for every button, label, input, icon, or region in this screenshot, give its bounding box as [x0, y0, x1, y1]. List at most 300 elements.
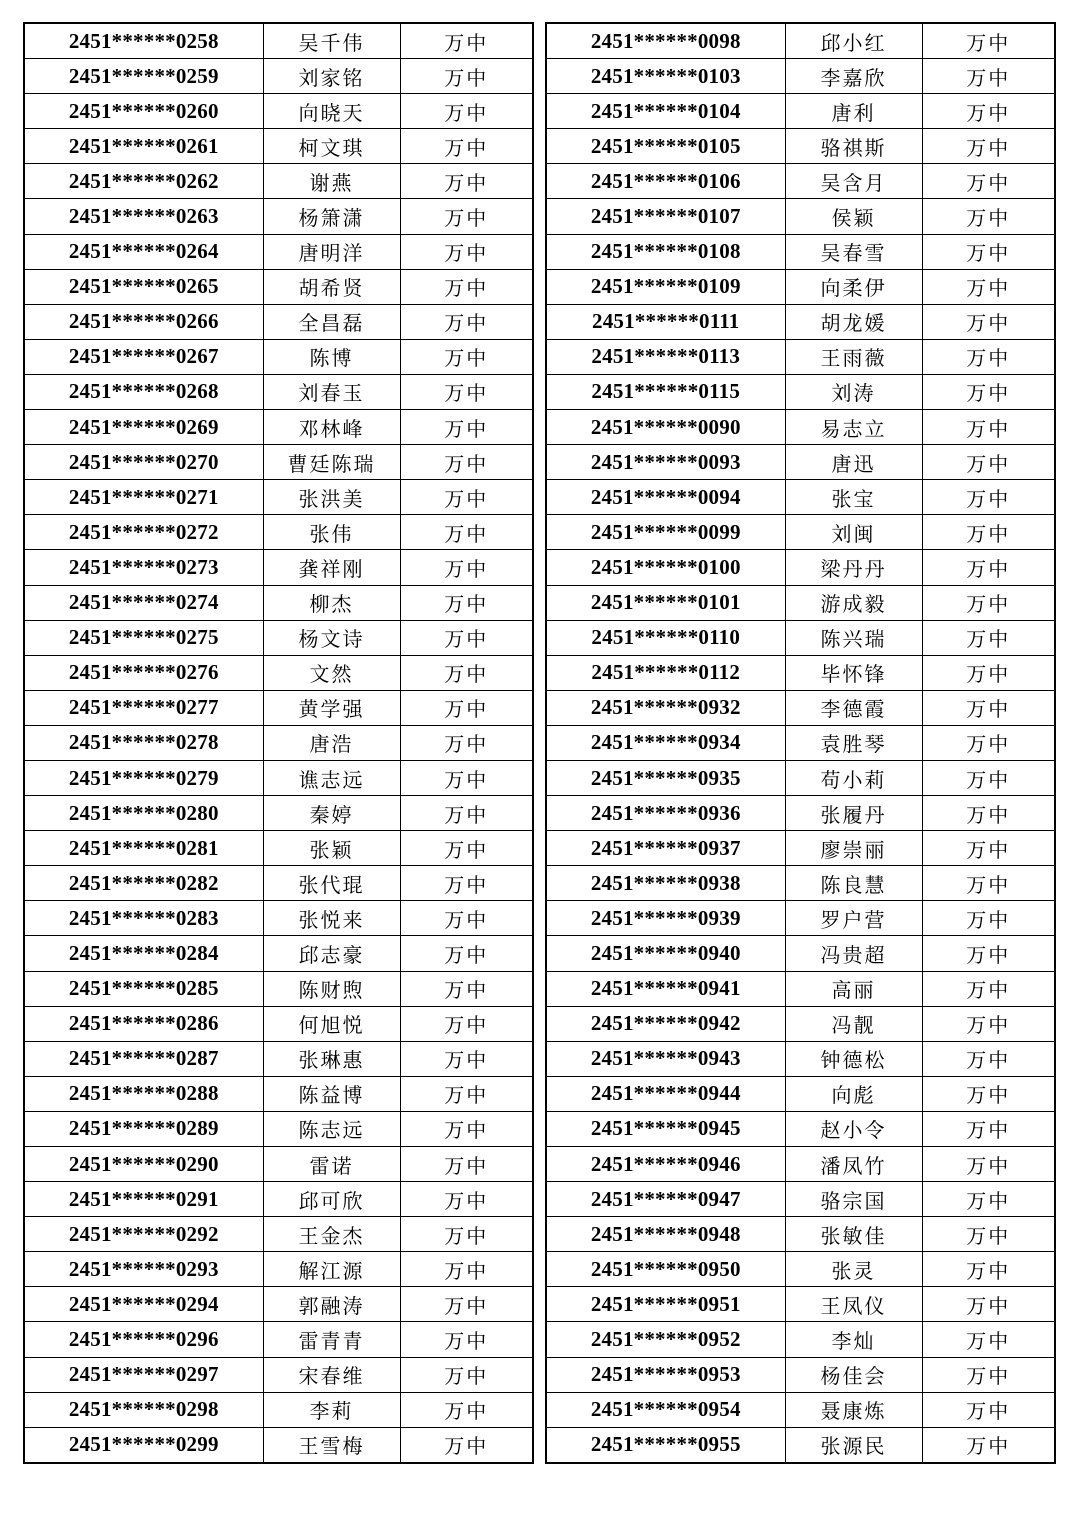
student-id-cell: 2451******0935 [546, 760, 785, 795]
student-id-cell: 2451******0292 [24, 1217, 263, 1252]
table-row [546, 410, 1055, 445]
student-name-cell: 游成毅 [785, 585, 922, 620]
table-row [546, 59, 1055, 94]
student-name-cell: 曹廷陈瑞 [263, 445, 400, 480]
student-id-cell: 2451******0265 [24, 269, 263, 304]
school-cell: 万中 [400, 129, 533, 164]
school-cell: 万中 [400, 620, 533, 655]
school-cell: 万中 [922, 129, 1055, 164]
student-id-cell: 2451******0932 [546, 690, 785, 725]
table-row [24, 410, 533, 445]
school-cell: 万中 [922, 304, 1055, 339]
student-id-cell: 2451******0945 [546, 1111, 785, 1146]
table-row [546, 199, 1055, 234]
school-cell: 万中 [400, 1111, 533, 1146]
table-row [24, 94, 533, 129]
student-id-cell: 2451******0293 [24, 1252, 263, 1287]
student-id-cell: 2451******0104 [546, 94, 785, 129]
school-cell: 万中 [400, 269, 533, 304]
school-cell: 万中 [922, 620, 1055, 655]
student-id-cell: 2451******0111 [546, 304, 785, 339]
table-row [546, 1357, 1055, 1392]
student-name-cell: 邱小红 [785, 23, 922, 59]
student-name-cell: 谢燕 [263, 164, 400, 199]
student-name-cell: 李嘉欣 [785, 59, 922, 94]
student-name-cell: 胡龙媛 [785, 304, 922, 339]
school-cell: 万中 [922, 1392, 1055, 1427]
school-cell: 万中 [922, 760, 1055, 795]
school-cell: 万中 [922, 1287, 1055, 1322]
table-row [546, 971, 1055, 1006]
table-row [546, 269, 1055, 304]
table-row [546, 1182, 1055, 1217]
table-row [24, 1182, 533, 1217]
student-id-cell: 2451******0264 [24, 234, 263, 269]
school-cell: 万中 [922, 866, 1055, 901]
table-row [546, 304, 1055, 339]
student-id-cell: 2451******0942 [546, 1006, 785, 1041]
school-cell: 万中 [400, 831, 533, 866]
table-row [546, 1147, 1055, 1182]
student-name-cell: 梁丹丹 [785, 550, 922, 585]
school-cell: 万中 [922, 339, 1055, 374]
student-id-cell: 2451******0113 [546, 339, 785, 374]
student-name-cell: 张灵 [785, 1252, 922, 1287]
table-row [546, 831, 1055, 866]
student-name-cell: 冯贵超 [785, 936, 922, 971]
student-id-cell: 2451******0270 [24, 445, 263, 480]
school-cell: 万中 [400, 234, 533, 269]
student-name-cell: 陈益博 [263, 1076, 400, 1111]
school-cell: 万中 [922, 23, 1055, 59]
school-cell: 万中 [922, 480, 1055, 515]
student-id-cell: 2451******0297 [24, 1357, 263, 1392]
table-row [24, 1252, 533, 1287]
student-id-cell: 2451******0281 [24, 831, 263, 866]
student-name-cell: 黄学强 [263, 690, 400, 725]
table-row [24, 796, 533, 831]
table-row [24, 936, 533, 971]
student-name-cell: 刘涛 [785, 374, 922, 409]
student-name-cell: 侯颖 [785, 199, 922, 234]
student-name-cell: 柯文琪 [263, 129, 400, 164]
student-name-cell: 宋春维 [263, 1357, 400, 1392]
school-cell: 万中 [400, 1427, 533, 1463]
student-name-cell: 毕怀锋 [785, 655, 922, 690]
student-name-cell: 解江源 [263, 1252, 400, 1287]
table-row [546, 620, 1055, 655]
student-id-cell: 2451******0090 [546, 410, 785, 445]
student-id-cell: 2451******0278 [24, 725, 263, 760]
student-name-cell: 钟德松 [785, 1041, 922, 1076]
student-name-cell: 龚祥刚 [263, 550, 400, 585]
school-cell: 万中 [922, 1182, 1055, 1217]
student-id-cell: 2451******0274 [24, 585, 263, 620]
table-row [24, 1322, 533, 1357]
school-cell: 万中 [400, 1287, 533, 1322]
table-row [24, 585, 533, 620]
table-row [546, 760, 1055, 795]
table-row [24, 129, 533, 164]
student-name-cell: 张颖 [263, 831, 400, 866]
table-row [24, 164, 533, 199]
student-name-cell: 张源民 [785, 1427, 922, 1463]
table-row [546, 936, 1055, 971]
school-cell: 万中 [922, 445, 1055, 480]
student-name-cell: 向彪 [785, 1076, 922, 1111]
table-row [546, 374, 1055, 409]
student-name-cell: 邱志豪 [263, 936, 400, 971]
student-id-cell: 2451******0287 [24, 1041, 263, 1076]
school-cell: 万中 [400, 936, 533, 971]
school-cell: 万中 [400, 59, 533, 94]
table-row [24, 304, 533, 339]
student-id-cell: 2451******0941 [546, 971, 785, 1006]
student-id-cell: 2451******0286 [24, 1006, 263, 1041]
table-row [24, 23, 533, 59]
student-name-cell: 廖崇丽 [785, 831, 922, 866]
school-cell: 万中 [400, 760, 533, 795]
student-name-cell: 吴千伟 [263, 23, 400, 59]
school-cell: 万中 [922, 971, 1055, 1006]
student-name-cell: 谯志远 [263, 760, 400, 795]
student-id-cell: 2451******0275 [24, 620, 263, 655]
table-row [546, 901, 1055, 936]
student-id-cell: 2451******0105 [546, 129, 785, 164]
student-id-cell: 2451******0103 [546, 59, 785, 94]
table-row [24, 620, 533, 655]
table-row [546, 164, 1055, 199]
student-id-cell: 2451******0101 [546, 585, 785, 620]
table-row [24, 690, 533, 725]
school-cell: 万中 [922, 655, 1055, 690]
school-cell: 万中 [922, 1322, 1055, 1357]
school-cell: 万中 [922, 199, 1055, 234]
student-id-cell: 2451******0115 [546, 374, 785, 409]
school-cell: 万中 [922, 1217, 1055, 1252]
student-name-cell: 王雪梅 [263, 1427, 400, 1463]
student-id-cell: 2451******0946 [546, 1147, 785, 1182]
school-cell: 万中 [400, 866, 533, 901]
student-id-cell: 2451******0268 [24, 374, 263, 409]
student-id-cell: 2451******0282 [24, 866, 263, 901]
table-row [24, 760, 533, 795]
table-row [546, 1041, 1055, 1076]
table-row [546, 550, 1055, 585]
school-cell: 万中 [922, 410, 1055, 445]
school-cell: 万中 [922, 1041, 1055, 1076]
table-row [24, 1392, 533, 1427]
table-row [546, 23, 1055, 59]
student-name-cell: 杨文诗 [263, 620, 400, 655]
student-name-cell: 邱可欣 [263, 1182, 400, 1217]
student-id-cell: 2451******0939 [546, 901, 785, 936]
student-name-cell: 骆祺斯 [785, 129, 922, 164]
student-id-cell: 2451******0099 [546, 515, 785, 550]
student-id-cell: 2451******0948 [546, 1217, 785, 1252]
school-cell: 万中 [400, 901, 533, 936]
school-cell: 万中 [400, 1392, 533, 1427]
school-cell: 万中 [400, 725, 533, 760]
table-row [546, 796, 1055, 831]
school-cell: 万中 [400, 690, 533, 725]
student-id-cell: 2451******0110 [546, 620, 785, 655]
student-name-cell: 张琳惠 [263, 1041, 400, 1076]
student-name-cell: 高丽 [785, 971, 922, 1006]
table-row [546, 1006, 1055, 1041]
student-id-cell: 2451******0955 [546, 1427, 785, 1463]
table-row [24, 1041, 533, 1076]
student-name-cell: 吴春雪 [785, 234, 922, 269]
student-name-cell: 李莉 [263, 1392, 400, 1427]
table-row [546, 129, 1055, 164]
student-id-cell: 2451******0276 [24, 655, 263, 690]
school-cell: 万中 [922, 796, 1055, 831]
student-name-cell: 冯靓 [785, 1006, 922, 1041]
student-name-cell: 杨箫潇 [263, 199, 400, 234]
school-cell: 万中 [400, 796, 533, 831]
table-row [546, 1287, 1055, 1322]
student-id-cell: 2451******0298 [24, 1392, 263, 1427]
student-name-cell: 胡希贤 [263, 269, 400, 304]
table-row [24, 374, 533, 409]
student-name-cell: 唐迅 [785, 445, 922, 480]
student-name-cell: 雷青青 [263, 1322, 400, 1357]
student-name-cell: 吴含月 [785, 164, 922, 199]
table-row [546, 1252, 1055, 1287]
student-name-cell: 聂康炼 [785, 1392, 922, 1427]
school-cell: 万中 [400, 655, 533, 690]
student-id-cell: 2451******0263 [24, 199, 263, 234]
student-id-cell: 2451******0107 [546, 199, 785, 234]
student-name-cell: 郭融涛 [263, 1287, 400, 1322]
student-name-cell: 秦婷 [263, 796, 400, 831]
school-cell: 万中 [922, 1111, 1055, 1146]
table-row [24, 59, 533, 94]
student-id-cell: 2451******0109 [546, 269, 785, 304]
school-cell: 万中 [400, 480, 533, 515]
table-row [24, 234, 533, 269]
student-name-cell: 何旭悦 [263, 1006, 400, 1041]
student-id-cell: 2451******0272 [24, 515, 263, 550]
school-cell: 万中 [400, 1076, 533, 1111]
student-id-cell: 2451******0093 [546, 445, 785, 480]
school-cell: 万中 [922, 1357, 1055, 1392]
student-name-cell: 王凤仪 [785, 1287, 922, 1322]
school-cell: 万中 [400, 410, 533, 445]
school-cell: 万中 [922, 901, 1055, 936]
school-cell: 万中 [400, 515, 533, 550]
student-name-cell: 向晓天 [263, 94, 400, 129]
student-name-cell: 袁胜琴 [785, 725, 922, 760]
student-id-cell: 2451******0947 [546, 1182, 785, 1217]
student-table-left [23, 22, 534, 1464]
student-id-cell: 2451******0266 [24, 304, 263, 339]
table-row [24, 269, 533, 304]
school-cell: 万中 [400, 445, 533, 480]
student-id-cell: 2451******0094 [546, 480, 785, 515]
table-row [24, 199, 533, 234]
student-id-cell: 2451******0290 [24, 1147, 263, 1182]
student-id-cell: 2451******0936 [546, 796, 785, 831]
table-row [546, 1076, 1055, 1111]
student-id-cell: 2451******0100 [546, 550, 785, 585]
school-cell: 万中 [922, 94, 1055, 129]
table-row [24, 1357, 533, 1392]
student-name-cell: 唐浩 [263, 725, 400, 760]
student-name-cell: 罗户营 [785, 901, 922, 936]
student-name-cell: 陈志远 [263, 1111, 400, 1146]
school-cell: 万中 [922, 1252, 1055, 1287]
table-row [546, 1427, 1055, 1463]
school-cell: 万中 [922, 831, 1055, 866]
school-cell: 万中 [400, 585, 533, 620]
table-row [546, 690, 1055, 725]
table-row [546, 515, 1055, 550]
school-cell: 万中 [922, 1147, 1055, 1182]
student-id-cell: 2451******0953 [546, 1357, 785, 1392]
student-name-cell: 张悦来 [263, 901, 400, 936]
table-row [24, 1287, 533, 1322]
student-id-cell: 2451******0951 [546, 1287, 785, 1322]
school-cell: 万中 [922, 585, 1055, 620]
table-row [546, 1217, 1055, 1252]
table-row [24, 1427, 533, 1463]
school-cell: 万中 [400, 164, 533, 199]
table-row [546, 1111, 1055, 1146]
student-name-cell: 唐明洋 [263, 234, 400, 269]
student-name-cell: 李灿 [785, 1322, 922, 1357]
student-name-cell: 邓林峰 [263, 410, 400, 445]
school-cell: 万中 [400, 1182, 533, 1217]
table-row [24, 515, 533, 550]
student-name-cell: 雷诺 [263, 1147, 400, 1182]
table-row [24, 339, 533, 374]
student-id-cell: 2451******0291 [24, 1182, 263, 1217]
school-cell: 万中 [400, 199, 533, 234]
student-name-cell: 陈财煦 [263, 971, 400, 1006]
student-id-cell: 2451******0294 [24, 1287, 263, 1322]
school-cell: 万中 [922, 234, 1055, 269]
school-cell: 万中 [400, 1041, 533, 1076]
school-cell: 万中 [922, 1427, 1055, 1463]
student-id-cell: 2451******0098 [546, 23, 785, 59]
student-id-cell: 2451******0112 [546, 655, 785, 690]
student-name-cell: 苟小莉 [785, 760, 922, 795]
student-name-cell: 刘家铭 [263, 59, 400, 94]
school-cell: 万中 [400, 971, 533, 1006]
school-cell: 万中 [400, 1322, 533, 1357]
school-cell: 万中 [922, 1076, 1055, 1111]
student-id-cell: 2451******0296 [24, 1322, 263, 1357]
student-id-cell: 2451******0952 [546, 1322, 785, 1357]
student-name-cell: 张洪美 [263, 480, 400, 515]
table-row [546, 725, 1055, 760]
student-id-cell: 2451******0285 [24, 971, 263, 1006]
student-name-cell: 王雨薇 [785, 339, 922, 374]
student-id-cell: 2451******0259 [24, 59, 263, 94]
school-cell: 万中 [922, 374, 1055, 409]
student-name-cell: 刘春玉 [263, 374, 400, 409]
student-name-cell: 唐利 [785, 94, 922, 129]
school-cell: 万中 [922, 550, 1055, 585]
student-name-cell: 赵小令 [785, 1111, 922, 1146]
school-cell: 万中 [922, 1006, 1055, 1041]
student-id-cell: 2451******0262 [24, 164, 263, 199]
student-id-cell: 2451******0934 [546, 725, 785, 760]
table-row [24, 831, 533, 866]
student-name-cell: 张伟 [263, 515, 400, 550]
school-cell: 万中 [400, 23, 533, 59]
school-cell: 万中 [922, 59, 1055, 94]
school-cell: 万中 [922, 269, 1055, 304]
table-body-right [546, 23, 1055, 1463]
school-cell: 万中 [400, 339, 533, 374]
student-name-cell: 张履丹 [785, 796, 922, 831]
student-id-cell: 2451******0280 [24, 796, 263, 831]
student-id-cell: 2451******0283 [24, 901, 263, 936]
student-table-right [545, 22, 1056, 1464]
school-cell: 万中 [400, 1357, 533, 1392]
student-name-cell: 杨佳会 [785, 1357, 922, 1392]
student-name-cell: 潘凤竹 [785, 1147, 922, 1182]
student-name-cell: 柳杰 [263, 585, 400, 620]
table-row [546, 655, 1055, 690]
table-row [24, 971, 533, 1006]
table-row [24, 1147, 533, 1182]
student-name-cell: 全昌磊 [263, 304, 400, 339]
student-name-cell: 张宝 [785, 480, 922, 515]
table-row [546, 94, 1055, 129]
school-cell: 万中 [400, 304, 533, 339]
student-name-cell: 王金杰 [263, 1217, 400, 1252]
table-row [24, 655, 533, 690]
table-row [24, 480, 533, 515]
student-id-cell: 2451******0277 [24, 690, 263, 725]
school-cell: 万中 [922, 690, 1055, 725]
student-id-cell: 2451******0260 [24, 94, 263, 129]
student-name-cell: 李德霞 [785, 690, 922, 725]
student-id-cell: 2451******0944 [546, 1076, 785, 1111]
table-row [24, 725, 533, 760]
school-cell: 万中 [400, 1217, 533, 1252]
table-row [24, 445, 533, 480]
table-row [24, 1006, 533, 1041]
school-cell: 万中 [400, 550, 533, 585]
school-cell: 万中 [922, 164, 1055, 199]
table-body-left [24, 23, 533, 1463]
school-cell: 万中 [922, 725, 1055, 760]
student-id-cell: 2451******0258 [24, 23, 263, 59]
student-id-cell: 2451******0267 [24, 339, 263, 374]
student-id-cell: 2451******0288 [24, 1076, 263, 1111]
table-row [24, 1111, 533, 1146]
student-id-cell: 2451******0106 [546, 164, 785, 199]
table-row [24, 901, 533, 936]
student-id-cell: 2451******0943 [546, 1041, 785, 1076]
student-id-cell: 2451******0271 [24, 480, 263, 515]
student-id-cell: 2451******0299 [24, 1427, 263, 1463]
table-row [24, 550, 533, 585]
student-name-cell: 陈良慧 [785, 866, 922, 901]
student-id-cell: 2451******0269 [24, 410, 263, 445]
student-id-cell: 2451******0954 [546, 1392, 785, 1427]
student-name-cell: 文然 [263, 655, 400, 690]
school-cell: 万中 [400, 1006, 533, 1041]
student-id-cell: 2451******0289 [24, 1111, 263, 1146]
school-cell: 万中 [922, 936, 1055, 971]
student-id-cell: 2451******0108 [546, 234, 785, 269]
